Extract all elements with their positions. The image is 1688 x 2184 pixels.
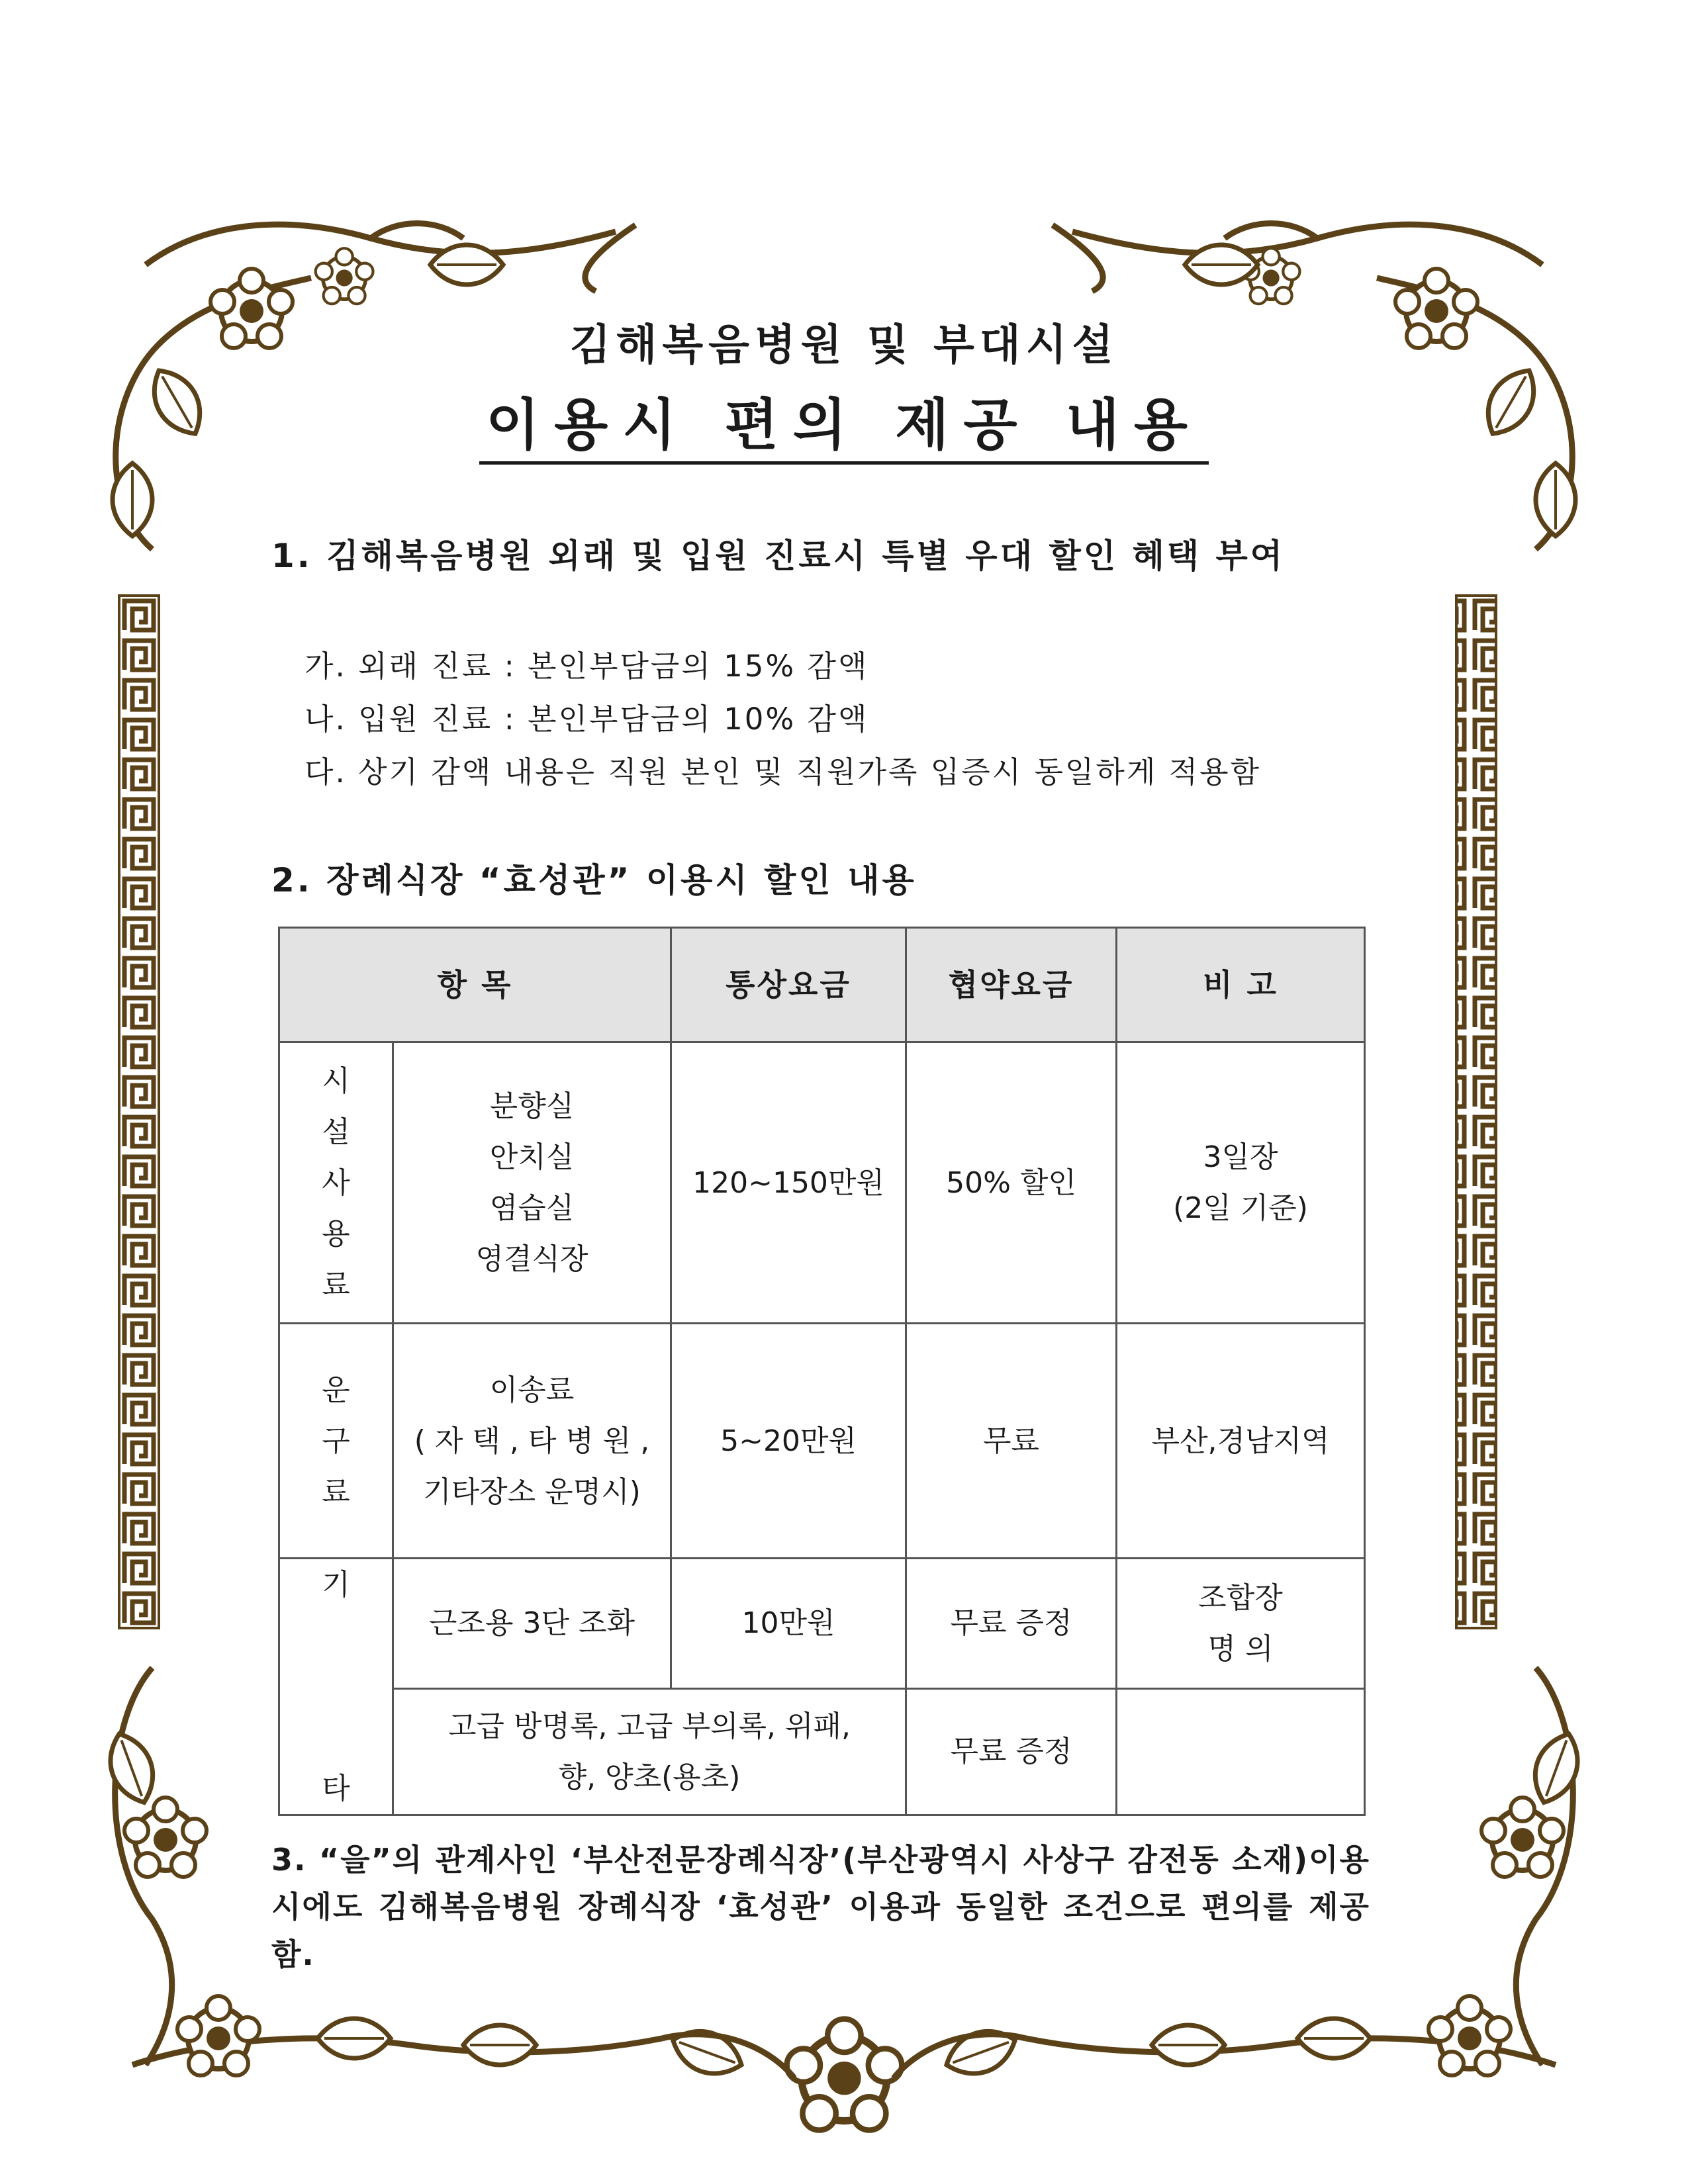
header-regular-fee: 통상요금 [671,928,906,1042]
left-meander-band [119,596,159,1628]
bottom-center-ornament [662,2019,1026,2130]
header-item: 항 목 [279,928,671,1042]
transport-category: 운 구 료 [279,1324,393,1559]
discount-table [278,927,1366,1816]
section1-item-c: 다. 상기 감액 내용은 직원 본인 및 직원가족 입증시 동일하게 적용함 [305,754,1262,790]
other-agreed-fee-1: 무료 증정 [906,1559,1117,1689]
facility-note: 3일장 (2일 기준) [1117,1042,1365,1324]
other-note-2 [1117,1688,1365,1815]
facility-category: 시 설 사 용 료 [279,1042,393,1324]
other-category: 기 타 [279,1559,393,1815]
table-row-facility [279,1042,1365,1324]
other-items-1: 근조용 3단 조화 [393,1559,671,1689]
table-row-transport [279,1324,1365,1559]
other-note-1: 조합장 명 의 [1117,1559,1365,1689]
document-title-underlined: 이용시 편의 제공 내용 [479,392,1209,465]
table-row-other-1 [279,1559,1365,1689]
table-row-other-2 [279,1688,1365,1815]
facility-items: 분향실 안치실 염습실 영결식장 [393,1042,671,1324]
other-agreed-fee-2: 무료 증정 [906,1688,1117,1815]
section2-heading: 2. 장례식장 “효성관” 이용시 할인 내용 [271,861,917,899]
section1-item-a: 가. 외래 진료 : 본인부담금의 15% 감액 [305,649,869,684]
section1-heading: 1. 김해복음병원 외래 및 입원 진료시 특별 우대 할인 혜택 부여 [271,537,1286,575]
facility-regular-fee: 120~150만원 [671,1042,906,1324]
facility-agreed-fee: 50% 할인 [906,1042,1117,1324]
transport-regular-fee: 5~20만원 [671,1324,906,1559]
document-title-line1: 김해복음병원 및 부대시설 [569,321,1119,370]
table-header-row [279,928,1365,1042]
other-items-2: 고급 방명록, 고급 부의록, 위패, 향, 양초(용초) [393,1688,906,1815]
section1-item-b: 나. 입원 진료 : 본인부담금의 10% 감액 [305,702,869,737]
header-agreed-fee: 협약요금 [906,928,1117,1042]
header-note: 비 고 [1117,928,1365,1042]
section3-paragraph: 3. “을”의 관계사인 ‘부산전문장례식장’(부산광역시 사상구 감전동 소재)이용시에도 김해복음병원 장례식장 ‘효성관’ 이용과 동일한 조건으로 편의를 제공함. [271,1842,1370,1972]
transport-items: 이송료 ( 자 택 , 타 병 원 , 기타장소 운명시) [393,1324,671,1559]
transport-agreed-fee: 무료 [906,1324,1117,1559]
right-meander-band [1456,596,1496,1628]
document-title-line2 [0,381,1688,461]
other-regular-fee-1: 10만원 [671,1559,906,1689]
transport-note: 부산,경남지역 [1117,1324,1365,1559]
